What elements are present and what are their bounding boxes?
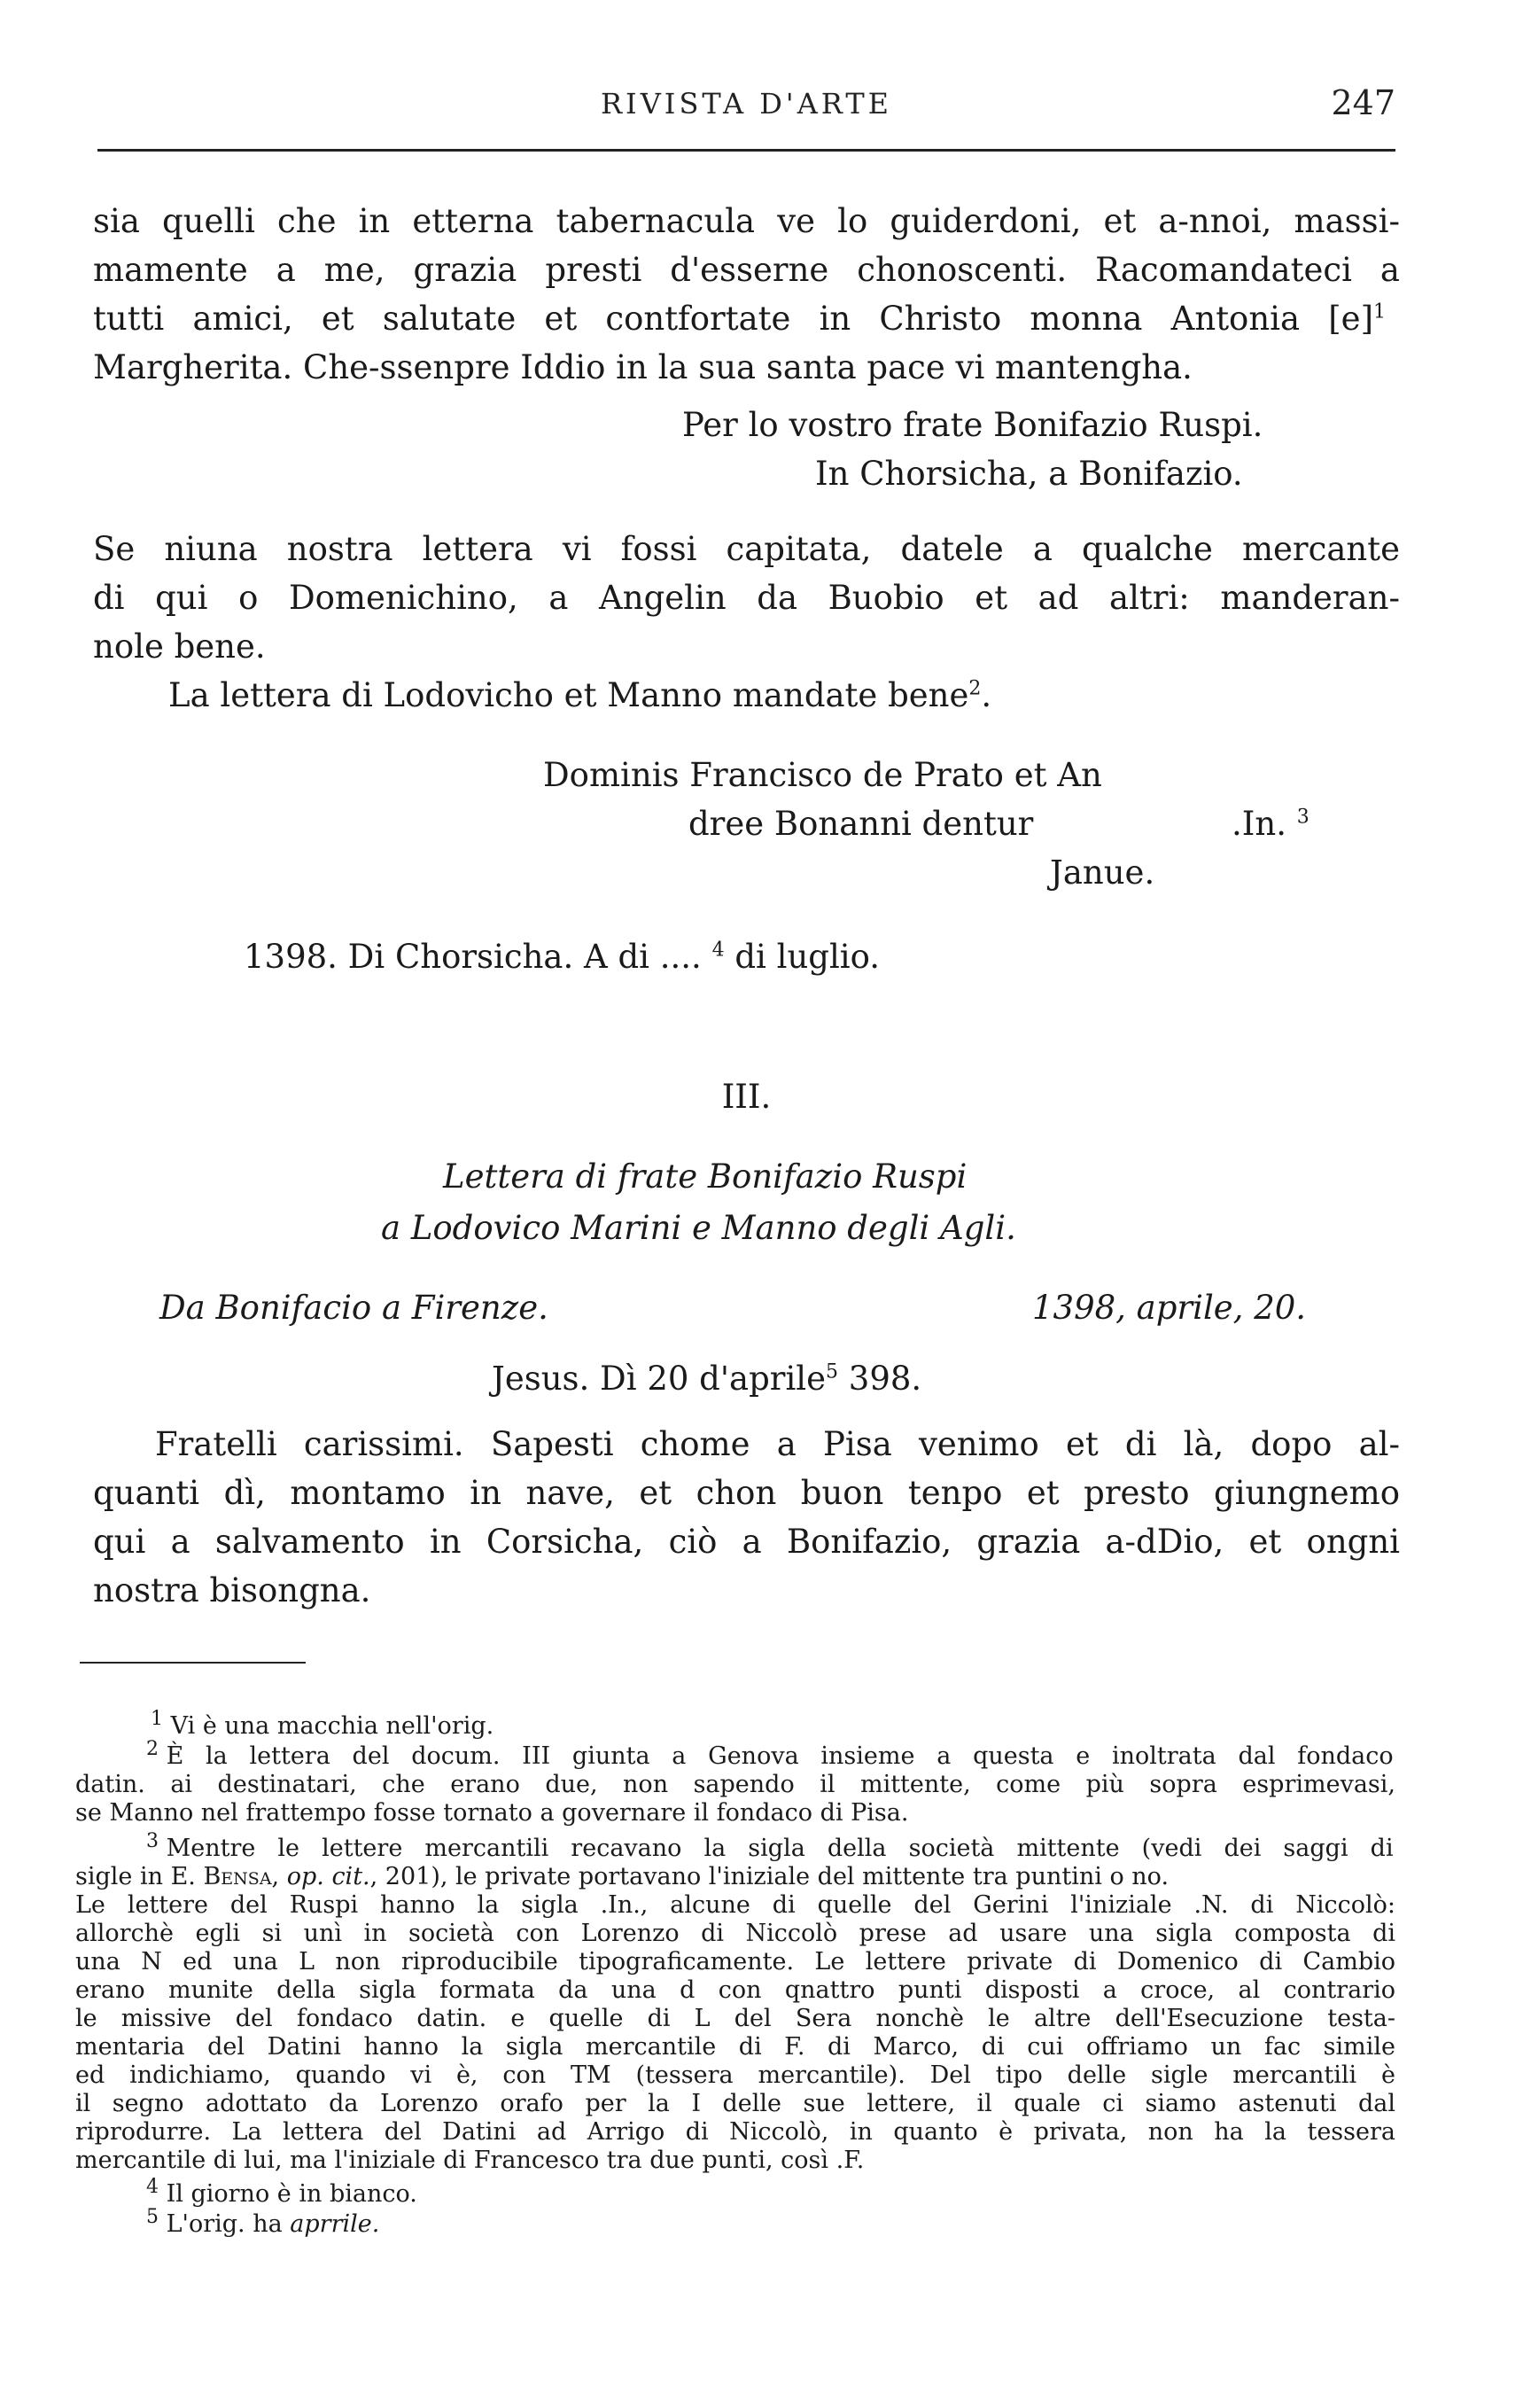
footnote-line: allorchè egli si unì in società con Lorenzo di Niccolò prese ad usare una sigla composta di xyxy=(75,1920,1395,1947)
footnote-line: se Manno nel frattempo fosse tornato a governare il fondaco di Pisa. xyxy=(75,1799,909,1827)
text-line: quanti dì, montamo in nave, et chon buon tenpo et presto giungnemo xyxy=(93,1474,1400,1512)
footnote-2-first xyxy=(146,1738,1395,1771)
footnote-1 xyxy=(151,1708,494,1741)
invocation-line xyxy=(492,1354,921,1403)
citation-abbr: op. cit. xyxy=(286,1863,370,1890)
footnote-number: 1 xyxy=(151,1708,163,1730)
text-line xyxy=(93,294,1386,343)
footnote-number: 2 xyxy=(146,1738,159,1760)
footnote-ref: 2 xyxy=(968,677,982,700)
postscript-line: nole bene. xyxy=(93,627,266,666)
date-text: 1398. Di Chorsicha. A di .... xyxy=(244,938,702,976)
footnote-line: Le lettere del Ruspi hanno la sigla .In., alcune di quelle del Gerini l'iniziale .N. di Niccolò: xyxy=(75,1891,1395,1919)
invocation-year: 398. xyxy=(848,1360,922,1398)
text-line-content: tutti amici, et salutate et contfortate in Christo monna Antonia [e] xyxy=(93,300,1373,338)
text-line: sia quelli che in etterna tabernacula ve lo guiderdoni, et a-nnoi, massi- xyxy=(93,202,1400,240)
footnote-line xyxy=(75,1863,1395,1891)
sigla: .In. xyxy=(1232,805,1286,843)
running-head xyxy=(97,83,1395,129)
footnote-line: riprodurre. La lettera del Datini ad Arrigo di Niccolò, in quanto è privata, non ha la tessera xyxy=(75,2118,1395,2146)
address-line: dree Bonanni dentur xyxy=(688,805,1034,843)
address-mark xyxy=(1232,799,1310,848)
signature-line: Per lo vostro frate Bonifazio Ruspi. xyxy=(682,406,1263,444)
footnote-number: 5 xyxy=(146,2206,159,2228)
invocation-text: Jesus. Dì 20 d'aprile xyxy=(492,1360,827,1398)
signature-place: In Chorsicha, a Bonifazio. xyxy=(815,455,1243,493)
footnote-ref: 1 xyxy=(1373,300,1386,323)
footnote-number: 4 xyxy=(146,2176,159,2198)
footnote-5 xyxy=(146,2206,380,2239)
date-text-end: di luglio. xyxy=(734,938,881,976)
footnote-number: 3 xyxy=(146,1830,159,1852)
footnote-line: una N ed una L non riproducibile tipograficamente. Le lettere private di Domenico di Cambio xyxy=(75,1948,1395,1975)
letter-title-line: Lettera di frate Bonifazio Ruspi xyxy=(443,1157,968,1196)
footnote-text: L'orig. ha xyxy=(166,2210,283,2238)
postscript-text: La lettera di Lodovicho et Manno mandate bene xyxy=(168,676,969,714)
text-line: Margherita. Che-ssenpre Iddio in la sua santa pace vi mantengha. xyxy=(93,348,1193,386)
footnote-text: Vi è una macchia nell'orig. xyxy=(170,1712,494,1740)
date-line xyxy=(244,932,880,981)
footnote-ref: 4 xyxy=(711,939,725,962)
text-line: mamente a me, grazia presti d'esserne chonoscenti. Racomandateci a xyxy=(93,251,1400,289)
text-line: nostra bisongna. xyxy=(93,1571,371,1609)
footnote-text: Il giorno è in bianco. xyxy=(166,2180,417,2208)
footnote-ref: 5 xyxy=(826,1360,839,1383)
footnote-text: sigle in E. xyxy=(75,1863,196,1890)
footnote-rule xyxy=(80,1662,306,1664)
footnote-ref: 3 xyxy=(1296,806,1310,829)
letter-date: 1398, aprile, 20. xyxy=(1032,1289,1307,1327)
address-line: Janue. xyxy=(1050,853,1155,892)
postscript-line: di qui o Domenichino, a Angelin da Buobio et ad altri: manderan- xyxy=(93,579,1400,617)
footnote-line: mentaria del Datini hanno la sigla mercantile di F. di Marco, di cui offriamo un fac simile xyxy=(75,2033,1395,2061)
journal-title: RIVISTA D'ARTE xyxy=(600,87,893,121)
footnote-line: datin. ai destinatari, che erano due, non sapendo il mittente, come più sopra esprimevasi, xyxy=(75,1771,1395,1798)
footnote-text: , 201), le private portavano l'iniziale del mittente tra puntini o no. xyxy=(369,1863,1170,1890)
letter-title-line: a Lodovico Marini e Manno degli Agli. xyxy=(381,1209,1016,1247)
page-number: 247 xyxy=(1331,83,1395,122)
footnote-quote: aprrile. xyxy=(290,2210,380,2238)
footnote-line: le missive del fondaco datin. e quelle di L del Sera nonchè le altre dell'Esecuzione testa- xyxy=(75,2005,1395,2032)
author-name: Bensa xyxy=(203,1863,272,1890)
footnote-4 xyxy=(146,2176,417,2209)
footnote-line: erano munite della sigla formata da una d con qnattro punti disposti a croce, al contrario xyxy=(75,1976,1395,2004)
text-line: qui a salvamento in Corsicha, ciò a Bonifazio, grazia a-dDio, et ongni xyxy=(93,1523,1400,1561)
address-line: Dominis Francisco de Prato et An xyxy=(543,756,1102,794)
footnote-line: il segno adottato da Lorenzo orafo per la I delle sue lettere, il quale ci siamo astenuti dal xyxy=(75,2090,1395,2117)
footnote-text: È la lettera del docum. III giunta a Genova insieme a questa e inoltrata dal fondaco xyxy=(166,1742,1394,1770)
footnote-text: , xyxy=(271,1863,280,1890)
footnote-text: Mentre le lettere mercantili recavano la sigla della società mittente (vedi dei saggi di xyxy=(166,1835,1394,1862)
footnote-line: mercantile di lui, ma l'iniziale di Francesco tra due punti, così .F. xyxy=(75,2147,865,2174)
postscript-last: La lettera di Lodovicho et Manno mandate bene$^2$. xyxy=(168,676,992,714)
letter-route: Da Bonifacio a Firenze. xyxy=(159,1289,548,1327)
header-rule xyxy=(97,149,1395,152)
text-line: Fratelli carissimi. Sapesti chome a Pisa venimo et di là, dopo al- xyxy=(155,1425,1400,1463)
footnote-line: ed indichiamo, quando vi è, con TM (tessera mercantile). Del tipo delle sigle mercantili è xyxy=(75,2061,1395,2089)
section-numeral: III. xyxy=(721,1078,772,1116)
footnote-3-first xyxy=(146,1830,1395,1863)
postscript-line: Se niuna nostra lettera vi fossi capitata, datele a qualche mercante xyxy=(93,530,1400,568)
